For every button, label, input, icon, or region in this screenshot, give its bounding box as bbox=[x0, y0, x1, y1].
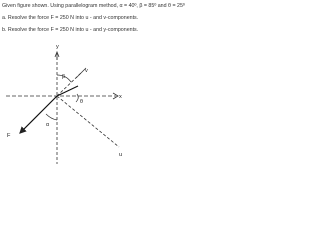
force-f-label: F bbox=[7, 133, 11, 139]
force-f-direction bbox=[57, 86, 78, 96]
problem-part-b: b. Resolve the force F = 250 N into u - and y-components. bbox=[2, 27, 139, 33]
force-f-arrow bbox=[20, 96, 57, 133]
beta-label: β bbox=[62, 74, 66, 80]
alpha-label: α bbox=[46, 122, 50, 128]
theta-angle-arc bbox=[76, 94, 78, 102]
v-axis-label: v bbox=[85, 68, 88, 74]
u-axis-label: u bbox=[119, 152, 123, 158]
problem-intro: Given figure shown. Using parallelogram method, α = 40º, β = 85º and θ = 25º bbox=[2, 3, 185, 9]
u-axis bbox=[57, 96, 119, 147]
x-axis-label: x bbox=[119, 94, 122, 100]
y-axis-label: y bbox=[56, 44, 59, 50]
theta-label: θ bbox=[80, 99, 83, 105]
problem-part-a: a. Resolve the force F = 250 N into u - and v-components. bbox=[2, 15, 139, 21]
alpha-angle-arc bbox=[46, 114, 57, 120]
force-diagram bbox=[0, 0, 200, 164]
